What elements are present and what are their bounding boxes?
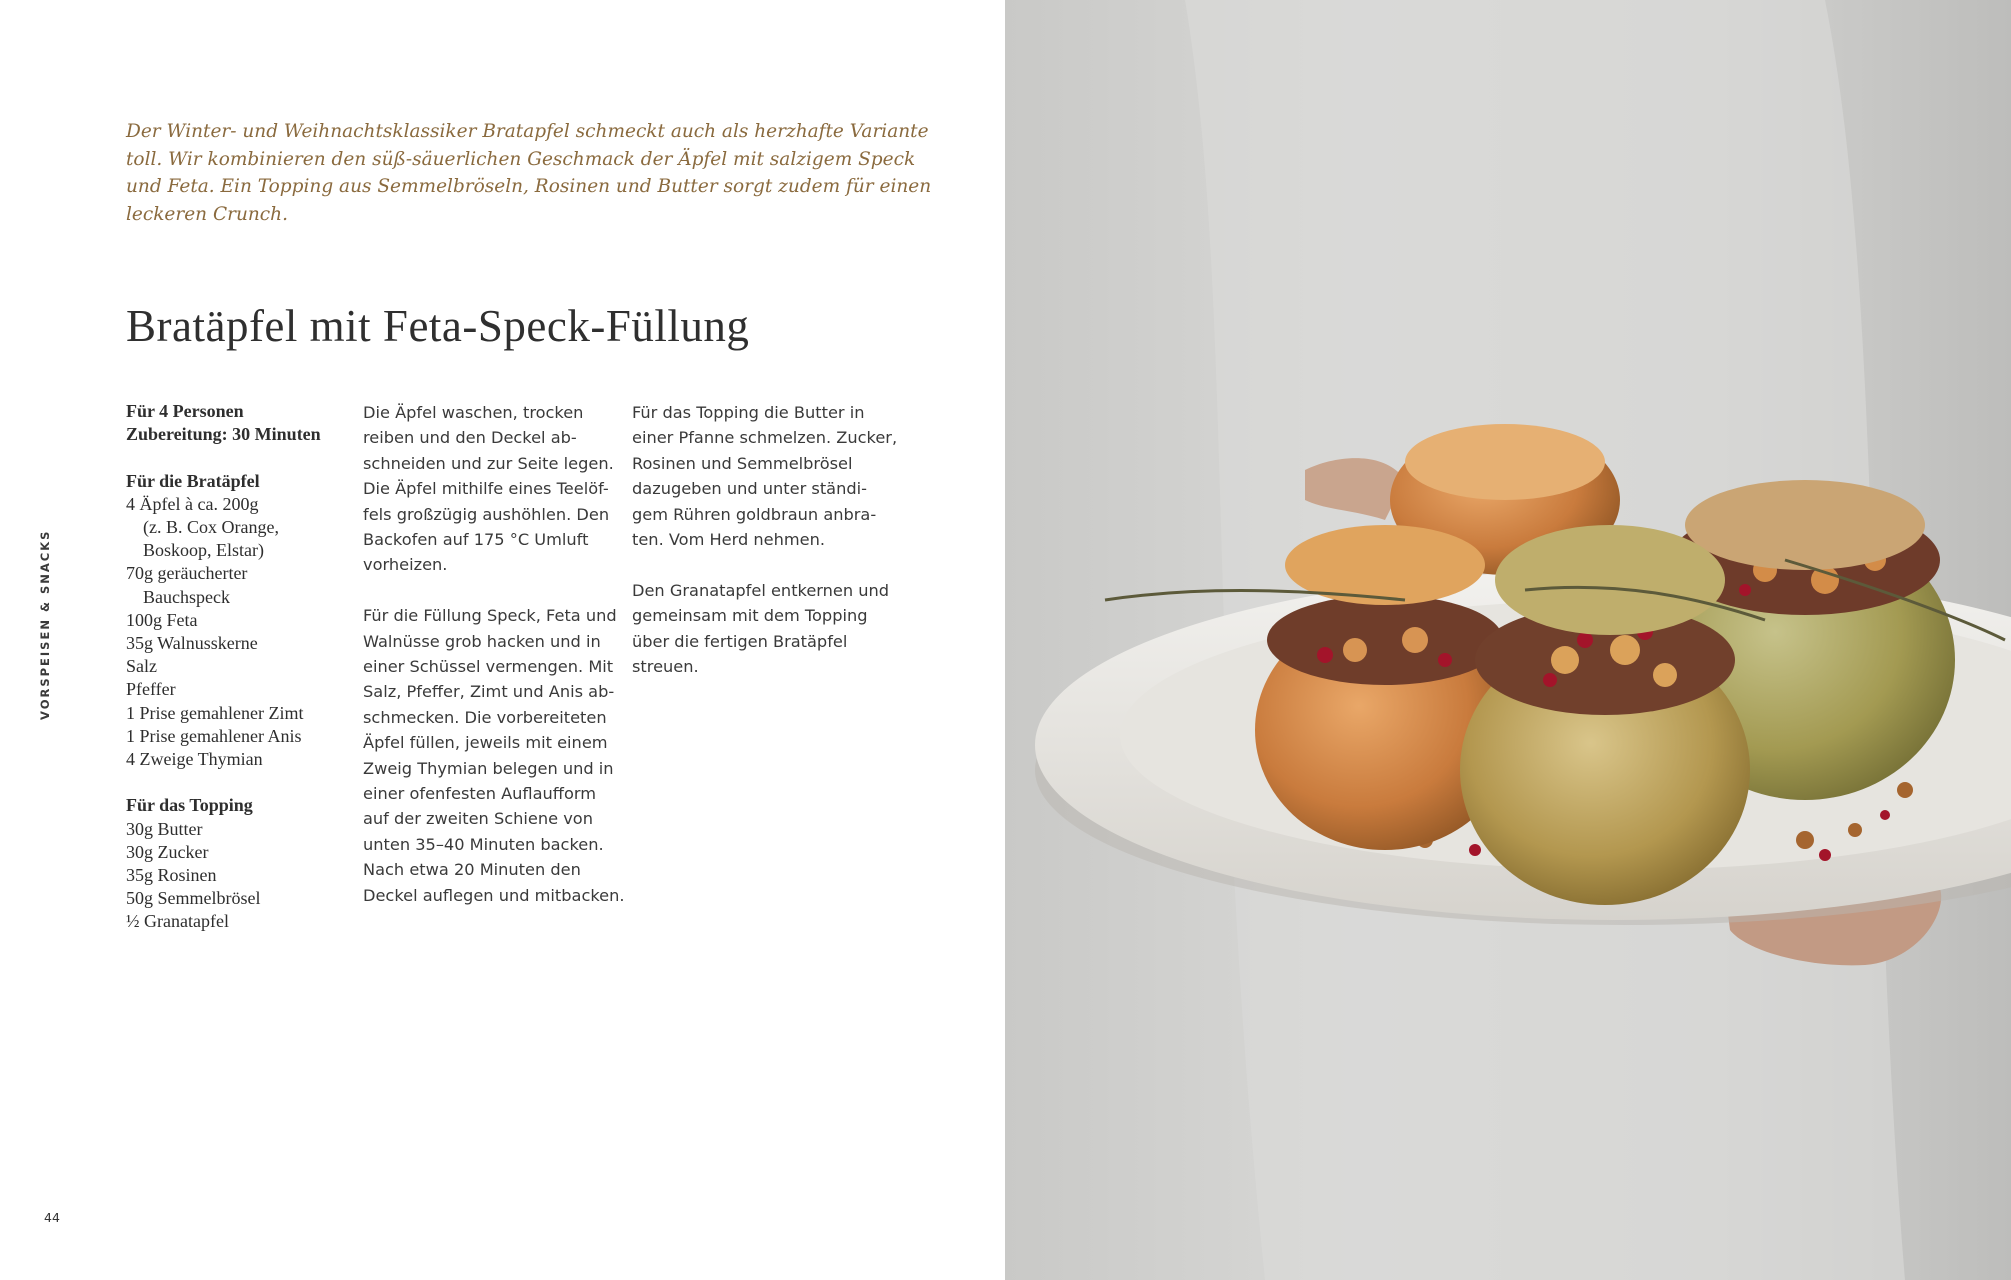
instruction-line: auf der zweiten Schiene von — [363, 809, 593, 829]
instruction-line: Die Äpfel waschen, trocken — [363, 403, 584, 422]
ingredients-column — [126, 400, 336, 934]
instructions-column-1 — [363, 400, 625, 934]
section-label: VORSPEISEN & SNACKS — [38, 529, 52, 720]
ingredient-item: (z. B. Cox Orange, — [143, 517, 279, 537]
ingredient-item: Salz — [126, 656, 157, 677]
intro-line: toll. Wir kombinieren den süß-säuerlichen Geschmack der Äpfel mit salzigem Speck — [126, 148, 916, 170]
intro-line: leckeren Crunch. — [126, 203, 288, 225]
recipe-photo — [1005, 0, 2011, 1280]
ingredient-item: Boskoop, Elstar) — [143, 540, 264, 561]
instruction-line: Die Äpfel mithilfe eines Teelöf- — [363, 479, 609, 499]
instruction-line: Deckel auflegen und mitbacken. — [363, 885, 625, 905]
ingredient-item: Bauchspeck — [143, 586, 230, 607]
intro-line: und Feta. Ein Topping aus Semmelbröseln, Rosinen und Butter sorgt zudem für einen — [126, 176, 932, 197]
instruction-line: Rosinen und Semmelbrösel — [632, 453, 853, 473]
ingredient-item: ½ Granatapfel — [126, 911, 229, 932]
instruction-line: einer Schüssel vermengen. Mit — [363, 657, 614, 677]
instruction-line: Für die Füllung Speck, Feta und — [363, 606, 617, 626]
instruction-line: unten 35–40 Minuten backen. — [363, 834, 604, 854]
recipe-title: Bratäpfel mit Feta-Speck-Füllung — [126, 301, 750, 351]
instruction-line: Den Granatapfel entkernen und — [632, 580, 890, 600]
instruction-line: schmecken. Die vorbereiteten — [363, 707, 607, 727]
instruction-step-1 — [363, 400, 618, 578]
intro-paragraph — [126, 118, 932, 228]
instruction-step-2 — [363, 603, 625, 908]
prep-time: Zubereitung: 30 Minuten — [126, 424, 321, 445]
ingredient-item: 35g Rosinen — [126, 865, 217, 886]
ingredient-item: 30g Butter — [126, 818, 203, 839]
instructions-column-2 — [632, 400, 897, 705]
ingredient-item: 30g Zucker — [126, 841, 209, 862]
instruction-line: Walnüsse grob hacken und in — [363, 631, 601, 651]
topping-ingredients-heading: Für das Topping — [126, 795, 253, 816]
instruction-line: einer ofenfesten Auflaufform — [363, 784, 597, 804]
instruction-line: Salz, Pfeffer, Zimt und Anis ab- — [363, 682, 615, 702]
instruction-line: gem Rühren goldbraun anbra- — [632, 504, 877, 524]
ingredient-item: 4 Äpfel à ca. 200g — [126, 493, 259, 514]
ingredient-item: 50g Semmelbrösel — [126, 888, 261, 909]
instruction-line: Nach etwa 20 Minuten den — [363, 860, 581, 880]
ingredient-item: 100g Feta — [126, 609, 198, 630]
instruction-line: reiben und den Deckel ab- — [363, 428, 577, 448]
instruction-line: ten. Vom Herd nehmen. — [632, 530, 826, 550]
instruction-line: dazugeben und unter ständi- — [632, 479, 867, 499]
instruction-line: Äpfel füllen, jeweils mit einem — [363, 733, 608, 753]
instruction-line: über die fertigen Bratäpfel — [632, 631, 848, 651]
instruction-line: gemeinsam mit dem Topping — [632, 606, 868, 626]
bratapfel-ingredients-heading: Für die Bratäpfel — [126, 470, 260, 491]
instruction-line: schneiden und zur Seite legen. — [363, 453, 614, 473]
ingredient-item: 35g Walnusskerne — [126, 633, 258, 654]
left-page — [0, 0, 1005, 1280]
page-number: 44 — [44, 1210, 60, 1225]
ingredient-item: 1 Prise gemahlener Zimt — [126, 702, 304, 723]
ingredient-item: 4 Zweige Thymian — [126, 749, 263, 770]
instruction-line: einer Pfanne schmelzen. Zucker, — [632, 428, 898, 448]
instruction-line: Zweig Thymian belegen und in — [363, 758, 614, 778]
ingredient-item: 1 Prise gemahlener Anis — [126, 725, 302, 746]
ingredient-item: 70g geräucherter — [126, 563, 248, 584]
ingredient-item: Pfeffer — [126, 679, 176, 700]
instruction-line: streuen. — [632, 657, 699, 677]
instruction-step-4 — [632, 578, 897, 680]
servings: Für 4 Personen — [126, 401, 244, 421]
instruction-line: Für das Topping die Butter in — [632, 403, 865, 422]
intro-line: Der Winter- und Weihnachtsklassiker Bratapfel schmeckt auch als herzhafte Variante — [126, 121, 929, 142]
instruction-line: fels großzügig aushöhlen. Den — [363, 504, 610, 524]
instruction-step-3 — [632, 400, 897, 552]
instruction-line: vorheizen. — [363, 555, 448, 575]
instruction-line: Backofen auf 175 °C Umluft — [363, 530, 589, 550]
